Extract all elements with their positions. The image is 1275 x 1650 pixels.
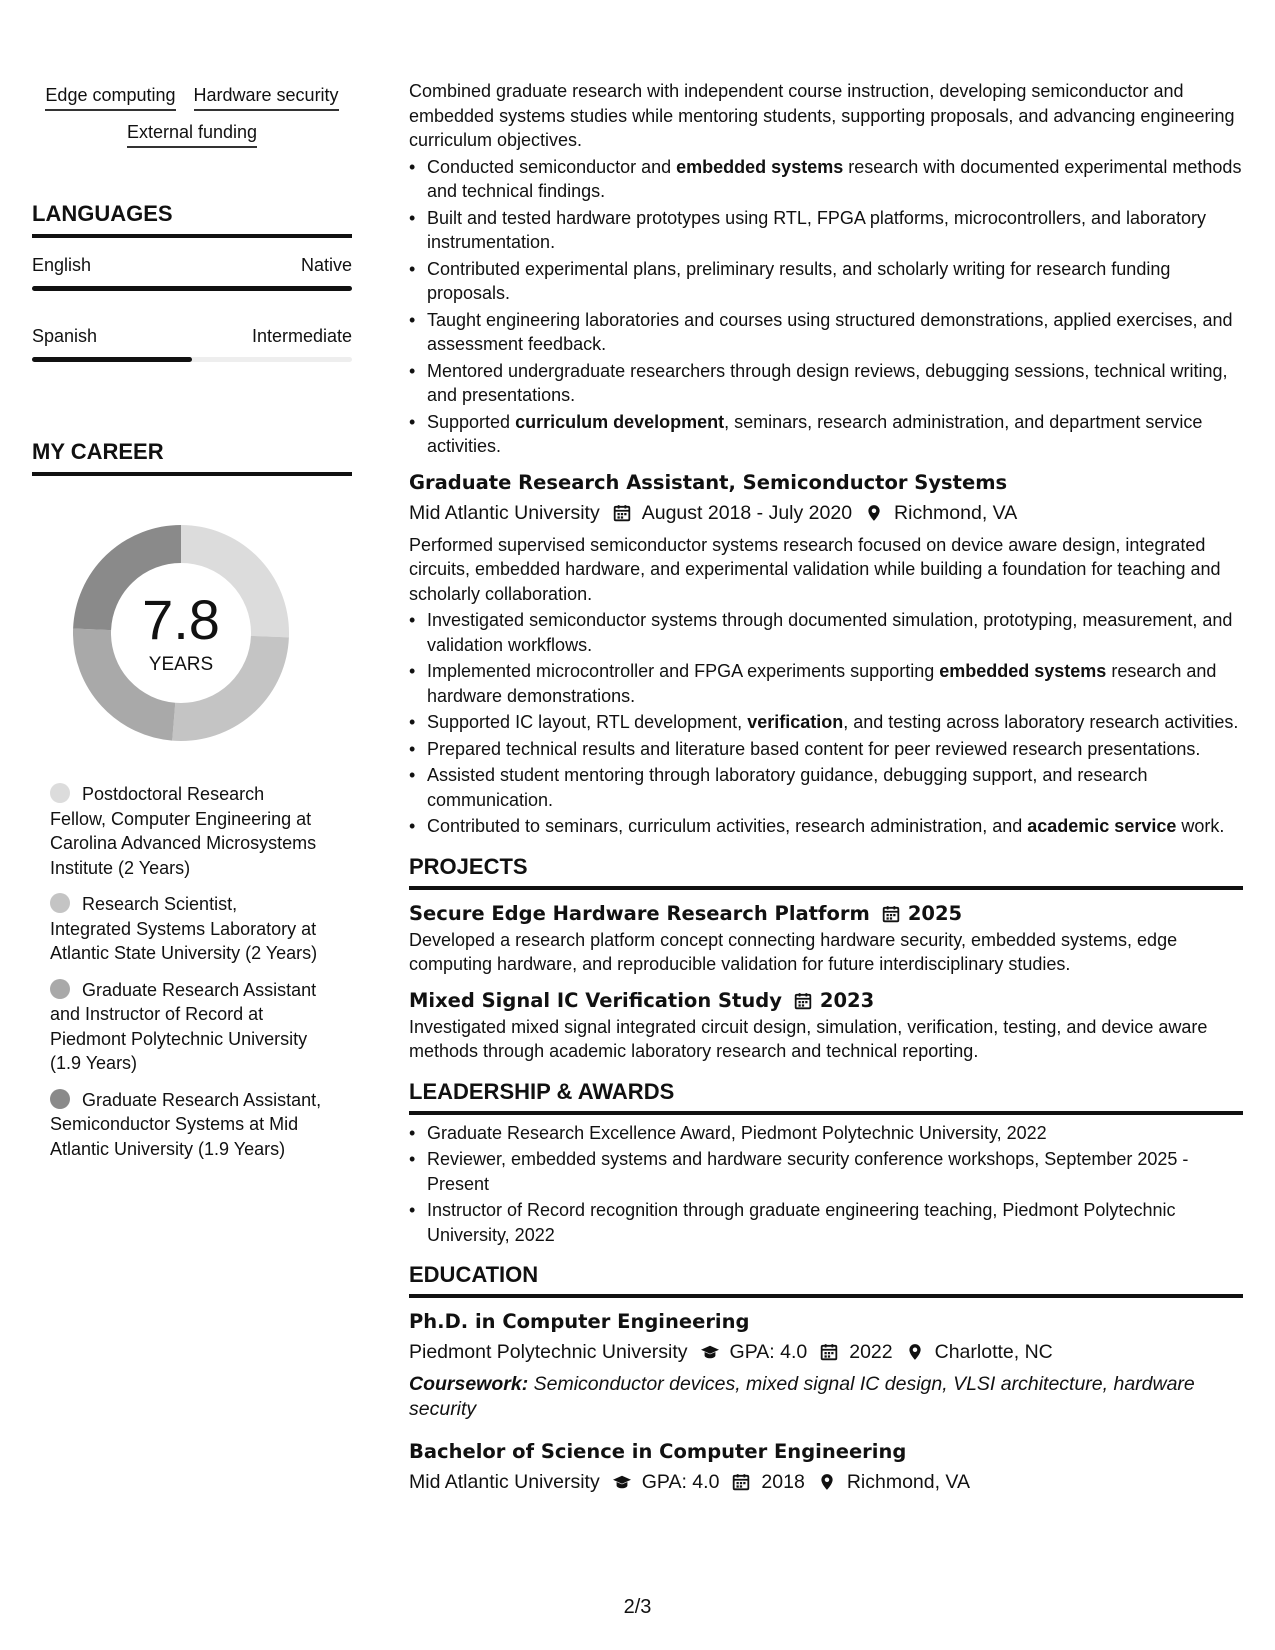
- map-pin-icon: [905, 1342, 925, 1362]
- language-bar: [32, 357, 352, 362]
- skill-tag: External funding: [127, 121, 257, 148]
- job-org: Mid Atlantic University: [409, 501, 600, 524]
- page-number: 2/3: [623, 1596, 652, 1618]
- job-bullet: • Taught engineering laboratories and courses using structured demonstrations, applied exercises, and assessment feedback.: [409, 308, 1243, 357]
- main-content: [409, 79, 1243, 1502]
- graduation-cap-icon: [612, 1472, 632, 1492]
- leadership-item: • Instructor of Record recognition through graduate engineering teaching, Piedmont Polytechnic University, 2022: [409, 1198, 1243, 1247]
- legend-dot: [50, 1089, 70, 1109]
- project-name: Secure Edge Hardware Research Platform: [409, 901, 870, 925]
- career-heading: MY CAREER: [32, 438, 352, 476]
- career-legend-item: [50, 1088, 322, 1162]
- coursework: [409, 1372, 1243, 1422]
- education-meta: [409, 1468, 1243, 1496]
- projects-heading: PROJECTS: [409, 853, 1243, 890]
- skill-tags: [32, 84, 352, 148]
- job-bullet: • Investigated semiconductor systems through documented simulation, prototyping, measurement, and validation workflows.: [409, 608, 1243, 657]
- languages-heading: LANGUAGES: [32, 200, 352, 238]
- career-legend-label: Research Scientist, Integrated Systems Laboratory at Atlantic State University (2 Years): [50, 894, 318, 963]
- coursework-label: Coursework:: [409, 1373, 529, 1395]
- language-bar: [32, 286, 352, 291]
- job-summary: Combined graduate research with independent course instruction, developing semiconductor and embedded systems studies while mentoring students, supporting proposals, and advancing engineering curriculum objectives.: [409, 81, 1235, 150]
- project-year: 2025: [907, 901, 963, 925]
- language-bar-fill: [32, 357, 192, 362]
- job-summary: Performed supervised semiconductor systems research focused on device aware design, integrated circuits, embedded hardware, and experimental validation while building a foundation for teaching and scholarly collaboration.: [409, 534, 1221, 604]
- career-legend-item: [50, 782, 322, 880]
- calendar-icon: [612, 503, 632, 523]
- calendar-icon: [882, 905, 900, 923]
- school-name: Piedmont Polytechnic University: [409, 1341, 688, 1363]
- leadership-heading: LEADERSHIP & AWARDS: [409, 1078, 1243, 1115]
- degree-title: Bachelor of Science in Computer Engineering: [409, 1440, 907, 1463]
- legend-dot: [50, 893, 70, 913]
- sidebar: [32, 84, 352, 1173]
- skill-tag: Hardware security: [194, 84, 339, 111]
- job-bullet: • Contributed experimental plans, preliminary results, and scholarly writing for research funding proposals.: [409, 257, 1243, 306]
- leadership-item: • Graduate Research Excellence Award, Piedmont Polytechnic University, 2022: [409, 1121, 1243, 1146]
- language-level: Intermediate: [251, 326, 352, 346]
- school-location: Richmond, VA: [846, 1471, 971, 1493]
- job-bullet: • Conducted semiconductor and embedded systems research with documented experimental methods and technical findings.: [409, 155, 1243, 204]
- calendar-icon: [794, 992, 812, 1010]
- job-bullet: • Supported curriculum development, seminars, research administration, and department service activities.: [409, 410, 1243, 459]
- education-meta: [409, 1338, 1243, 1366]
- school-name: Mid Atlantic University: [409, 1471, 600, 1493]
- job-bullet: • Prepared technical results and literature based content for peer reviewed research presentations.: [409, 737, 1243, 762]
- job-meta: [409, 499, 1243, 527]
- languages-section: [32, 200, 352, 362]
- language-item: [32, 325, 352, 362]
- leadership-item: • Reviewer, embedded systems and hardware security conference workshops, September 2025 - Present: [409, 1147, 1243, 1196]
- map-pin-icon: [864, 503, 884, 523]
- job-bullets: [409, 608, 1243, 839]
- language-level: Native: [300, 255, 352, 275]
- career-legend-item: [50, 978, 322, 1076]
- job-bullet: • Supported IC layout, RTL development, verification, and testing across laboratory research activities.: [409, 710, 1243, 735]
- project-name: Mixed Signal IC Verification Study: [409, 988, 782, 1012]
- job-bullet: • Built and tested hardware prototypes using RTL, FPGA platforms, microcontrollers, and laboratory instrumentation.: [409, 206, 1243, 255]
- career-donut-chart: [66, 518, 296, 748]
- job-title: Graduate Research Assistant, Semiconductor Systems: [409, 470, 1008, 494]
- project-year: 2023: [819, 988, 875, 1012]
- career-legend-label: Graduate Research Assistant and Instructor of Record at Piedmont Polytechnic University (1.9 Years): [50, 979, 317, 1073]
- legend-dot: [50, 979, 70, 999]
- map-pin-icon: [817, 1472, 837, 1492]
- project-title: [409, 987, 1243, 1015]
- graduation-year: 2018: [761, 1471, 805, 1493]
- job-bullet: • Contributed to seminars, curriculum activities, research administration, and academic service work.: [409, 814, 1243, 839]
- school-location: Charlotte, NC: [934, 1341, 1053, 1363]
- job-bullet: • Mentored undergraduate researchers through design reviews, debugging sessions, technical writing, and presentations.: [409, 359, 1243, 408]
- project-desc: Investigated mixed signal integrated circuit design, simulation, verification, testing, and device aware methods through academic laboratory research and technical reporting.: [409, 1016, 1208, 1061]
- career-legend-label: Graduate Research Assistant, Semiconductor Systems at Mid Atlantic University (1.9 Years): [50, 1089, 322, 1159]
- project-title: [409, 900, 1243, 928]
- language-bar-fill: [32, 286, 352, 291]
- career-legend-label: Postdoctoral Research Fellow, Computer Engineering at Carolina Advanced Microsystems Institute (2 Years): [50, 784, 317, 878]
- degree-title: Ph.D. in Computer Engineering: [409, 1310, 750, 1333]
- job-bullet: • Implemented microcontroller and FPGA experiments supporting embedded systems research and hardware demonstrations.: [409, 659, 1243, 708]
- project-desc: Developed a research platform concept connecting hardware security, embedded systems, edge computing hardware, and reproducible validation for future interdisciplinary studies.: [409, 929, 1178, 974]
- calendar-icon: [731, 1472, 751, 1492]
- language-name: Spanish: [32, 326, 98, 346]
- skill-tag: Edge computing: [45, 84, 175, 111]
- career-total-value: 7.8: [142, 588, 220, 651]
- graduation-cap-icon: [700, 1342, 720, 1362]
- career-total-unit: YEARS: [148, 654, 214, 675]
- language-name: English: [32, 255, 92, 275]
- job-location: Richmond, VA: [894, 501, 1018, 524]
- gpa: GPA: 4.0: [641, 1471, 720, 1493]
- job-dates: August 2018 - July 2020: [641, 501, 853, 524]
- gpa: GPA: 4.0: [729, 1341, 808, 1363]
- education-heading: EDUCATION: [409, 1261, 1243, 1298]
- career-legend: [32, 782, 322, 1161]
- legend-dot: [50, 783, 70, 803]
- leadership-list: [409, 1121, 1243, 1248]
- calendar-icon: [819, 1342, 839, 1362]
- coursework-text: Semiconductor devices, mixed signal IC design, VLSI architecture, hardware security: [409, 1373, 1195, 1420]
- language-item: [32, 254, 352, 291]
- career-legend-item: [50, 892, 322, 966]
- career-section: [32, 438, 352, 1161]
- graduation-year: 2022: [849, 1341, 893, 1363]
- job-bullet: • Assisted student mentoring through laboratory guidance, debugging support, and research communication.: [409, 763, 1243, 812]
- job-bullets: [409, 155, 1243, 459]
